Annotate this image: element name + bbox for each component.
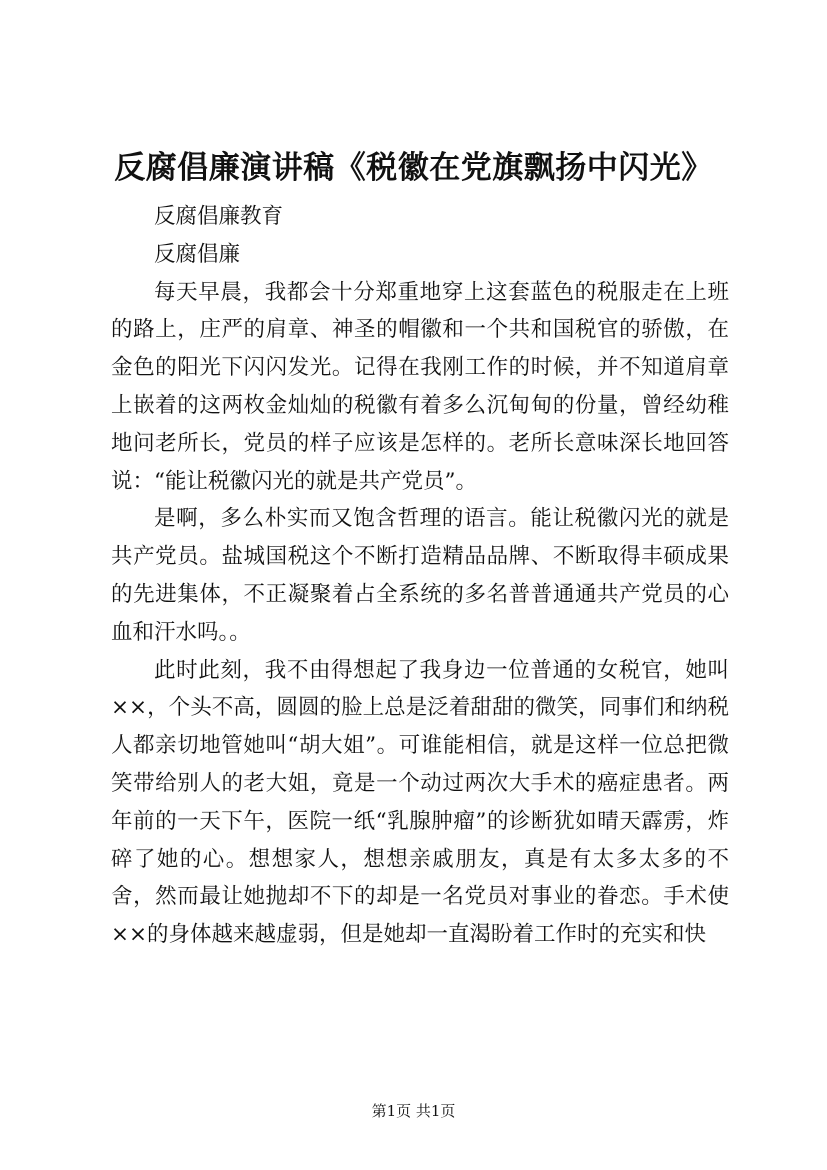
document-body [111,198,729,954]
paragraph-2: 是啊，多么朴实而又饱含哲理的语言。能让税徽闪光的就是共产党员。盐城国税这个不断打造精品品牌、不断取得丰硕成果的先进集体，不正凝聚着占全系统的多名普普通通共产党员的心血和汗水吗。。 [111,506,729,645]
page-footer: 第1页 共1页 [371,1102,456,1120]
category-line: 反腐倡廉教育 [154,204,284,229]
document-title: 反腐倡廉演讲稿《税徽在党旗飘扬中闪光》 [114,150,713,186]
paragraph-3: 此时此刻，我不由得想起了我身边一位普通的女税官，她叫××，个头不高，圆圆的脸上总是泛着甜甜的微笑，同事们和纳税人都亲切地管她叫“胡大姐”。可谁能相信，就是这样一位总把微笑带给别人的老大姐，竟是一个动过两次大手术的癌症患者。两年前的一天下午，医院一纸“乳腺肿瘤”的诊断犹如晴天霹雳，炸碎了她的心。想想家人，想想亲戚朋友，真是有太多太多的不舍，然而最让她抛却不下的却是一名党员对事业的眷恋。手术使××的身体越来越虚弱，但是她却一直渴盼着工作时的充实和快 [111,657,729,948]
tag-line: 反腐倡廉 [154,241,241,267]
paragraph-1: 每天早晨，我都会十分郑重地穿上这套蓝色的税服走在上班的路上，庄严的肩章、神圣的帽徽和一个共和国税官的骄傲，在金色的阳光下闪闪发光。记得在我刚工作的时候，并不知道肩章上嵌着的这两枚金灿灿的税徽有着多么沉甸甸的份量，曾经幼稚地问老所长，党员的样子应该是怎样的。老所长意味深长地回答说：“能让税徽闪光的就是共产党员”。 [111,279,729,494]
